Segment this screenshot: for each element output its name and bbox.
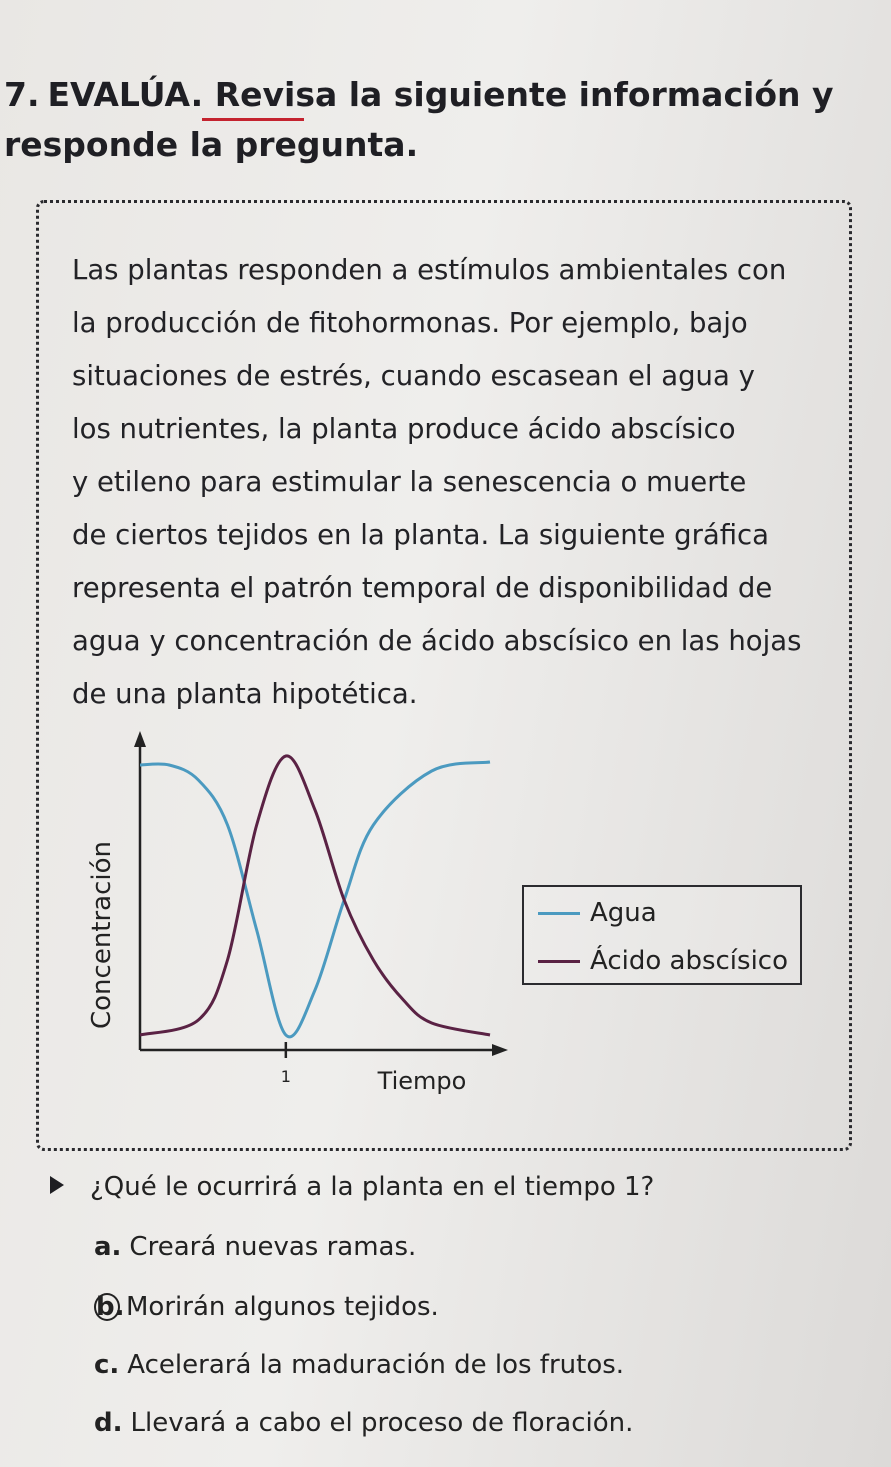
question-header (4, 70, 884, 170)
series-line-agua (140, 762, 490, 1037)
option-b[interactable] (94, 1292, 439, 1322)
section-tag: EVALÚA. (47, 75, 204, 114)
info-line: situaciones de estrés, cuando escasean el agua y (72, 360, 755, 392)
option-text: Morirán algunos tejidos. (126, 1292, 439, 1322)
bullet-icon (50, 1176, 64, 1194)
option-letter: d. (94, 1408, 123, 1438)
option-c[interactable] (94, 1350, 624, 1380)
underline-accent (202, 118, 304, 121)
y-axis-label: Concentración (87, 840, 117, 1030)
info-line: agua y concentración de ácido abscísico en las hojas (72, 625, 802, 657)
x-axis-label: Tiempo (377, 1067, 467, 1095)
info-line: de ciertos tejidos en la planta. La siguiente gráfica (72, 519, 770, 551)
info-line: representa el patrón temporal de disponibilidad de (72, 572, 773, 604)
question-number: 7. (4, 75, 40, 114)
x-tick-label: 1 (280, 1067, 291, 1086)
option-d[interactable] (94, 1408, 633, 1438)
option-letter: b. (96, 1292, 125, 1322)
y-axis-arrow-icon (134, 731, 146, 747)
legend-item-agua (538, 893, 657, 933)
x-axis-arrow-icon (492, 1044, 508, 1056)
legend-item-acido (538, 941, 788, 981)
info-line: y etileno para estimular la senescencia o muerte (72, 466, 747, 498)
info-paragraph (72, 244, 832, 721)
chart-legend (522, 885, 802, 985)
instruction-text: Revisa la siguiente información y responde la pregunta. (4, 75, 834, 164)
legend-swatch (538, 912, 580, 915)
legend-label: Ácido abscísico (590, 946, 788, 976)
option-text: Creará nuevas ramas. (129, 1232, 417, 1262)
option-a[interactable] (94, 1232, 416, 1262)
legend-label: Agua (590, 898, 657, 928)
option-letter: c. (94, 1350, 120, 1380)
chart (70, 725, 510, 1115)
info-line: la producción de fitohormonas. Por ejemplo, bajo (72, 307, 748, 339)
question-text: ¿Qué le ocurrirá a la planta en el tiempo 1? (90, 1172, 655, 1202)
info-line: de una planta hipotética. (72, 678, 418, 710)
info-line: los nutrientes, la planta produce ácido abscísico (72, 413, 736, 445)
info-line: Las plantas responden a estímulos ambientales con (72, 254, 787, 286)
legend-swatch (538, 960, 580, 963)
option-letter: a. (94, 1232, 122, 1262)
option-text: Llevará a cabo el proceso de floración. (130, 1408, 634, 1438)
option-text: Acelerará la maduración de los frutos. (127, 1350, 625, 1380)
